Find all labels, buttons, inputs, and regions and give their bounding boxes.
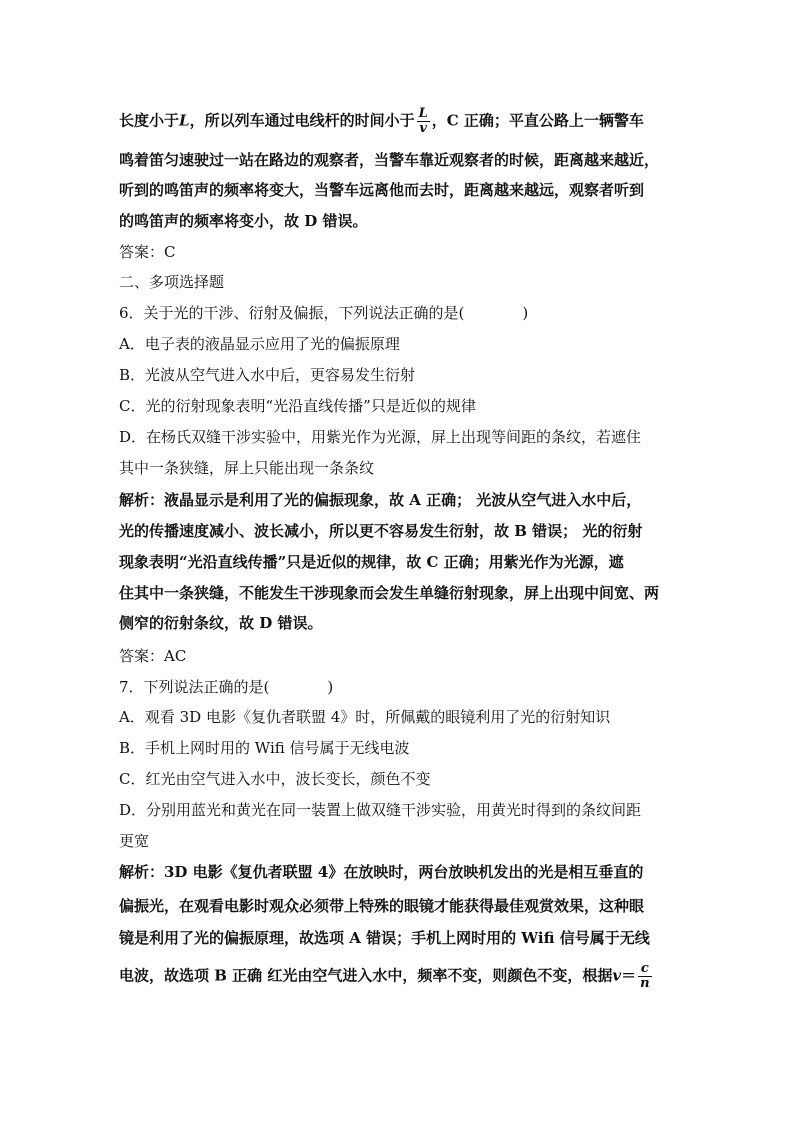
explanation-line: 镜是利用了光的偏振原理，故选项 A 错误；手机上网时用的 Wifi 信号属于无线 <box>119 929 650 947</box>
explanation-line: 光的传播速度减小、波长减小，所以更不容易发生衍射，故 B 错误； 光的衍射 <box>119 522 643 540</box>
explanation-line: 现象表明“光沿直线传播”只是近似的规律，故 C 正确；用紫光作为光源，遮 <box>119 553 624 571</box>
paragraph-line <box>119 107 644 136</box>
math-variable: L <box>179 111 190 130</box>
explanation-line: 偏振光，在观看电影时观众必须带上特殊的眼镜才能获得最佳观赏效果，这种眼 <box>119 897 645 915</box>
fraction <box>417 107 430 136</box>
fraction-denominator: v <box>419 121 427 136</box>
answer-line: 答案：AC <box>119 647 187 665</box>
text-segment: ) <box>327 678 334 696</box>
paragraph-line: 鸣着笛匀速驶过一站在路边的观察者，当警车靠近观察者的时候，距离越来越近， <box>119 151 660 169</box>
text-segment: 7．下列说法正确的是( <box>119 678 270 696</box>
question-stem <box>119 303 528 323</box>
explanation-line <box>119 962 654 991</box>
explanation-line: 解析：液晶显示是利用了光的偏振现象，故 A 正确； 光波从空气进入水中后， <box>119 491 642 509</box>
explanation-line: 侧窄的衍射条纹，故 D 错误。 <box>119 614 323 632</box>
option-c: C．红光由空气进入水中，波长变长，颜色不变 <box>119 770 431 788</box>
text-segment: 电波，故选项 B 正确 红光由空气进入水中，频率不变，则颜色不变，根据 <box>119 966 613 985</box>
option-d-continued: 更宽 <box>119 832 150 850</box>
answer-line: 答案：C <box>119 243 176 261</box>
fraction-denominator: n <box>640 976 650 991</box>
explanation-line: 住其中一条狭缝，不能发生干涉现象而会发生单缝衍射现象，屏上出现中间宽、两 <box>119 584 660 602</box>
math-operator: ＝ <box>621 966 637 985</box>
explanation-line: 解析：3D 电影《复仇者联盟 4》在放映时，两台放映机发出的光是相互垂直的 <box>119 863 644 881</box>
text-segment: 长度小于 <box>119 111 180 130</box>
fraction-numerator: L <box>418 106 428 121</box>
math-variable: v <box>612 966 622 985</box>
section-heading: 二、多项选择题 <box>119 273 225 291</box>
option-c: C．光的衍射现象表明“光沿直线传播”只是近似的规律 <box>119 397 476 415</box>
fraction-numerator: c <box>638 962 651 977</box>
option-b: B．光波从空气进入水中后，更容易发生衍射 <box>119 366 416 384</box>
option-d: D．分别用蓝光和黄光在同一装置上做双缝干涉实验，用黄光时得到的条纹间距 <box>119 801 642 819</box>
text-segment: ，所以列车通过电线杆的时间小于 <box>189 111 415 130</box>
option-d: D．在杨氏双缝干涉实验中，用紫光作为光源，屏上出现等间距的条纹，若遮住 <box>119 428 642 446</box>
text-segment: ) <box>522 304 529 322</box>
fraction <box>638 962 651 991</box>
paragraph-line: 听到的鸣笛声的频率将变大，当警车远离他而去时，距离越来越远，观察者听到 <box>119 181 645 199</box>
question-stem <box>119 677 333 697</box>
text-segment: ，C 正确；平直公路上一辆警车 <box>431 111 644 130</box>
text-segment: 6．关于光的干涉、衍射及偏振，下列说法正确的是( <box>119 304 465 322</box>
option-a: A．观看 3D 电影《复仇者联盟 4》时，所佩戴的眼镜利用了光的衍射知识 <box>119 708 611 726</box>
paragraph-line: 的鸣笛声的频率将变小，故 D 错误。 <box>119 212 368 230</box>
option-a: A．电子表的液晶显示应用了光的偏振原理 <box>119 335 400 353</box>
option-b: B．手机上网时用的 Wifi 信号属于无线电波 <box>119 739 410 757</box>
option-d-continued: 其中一条狭缝，屏上只能出现一条条纹 <box>119 459 375 477</box>
